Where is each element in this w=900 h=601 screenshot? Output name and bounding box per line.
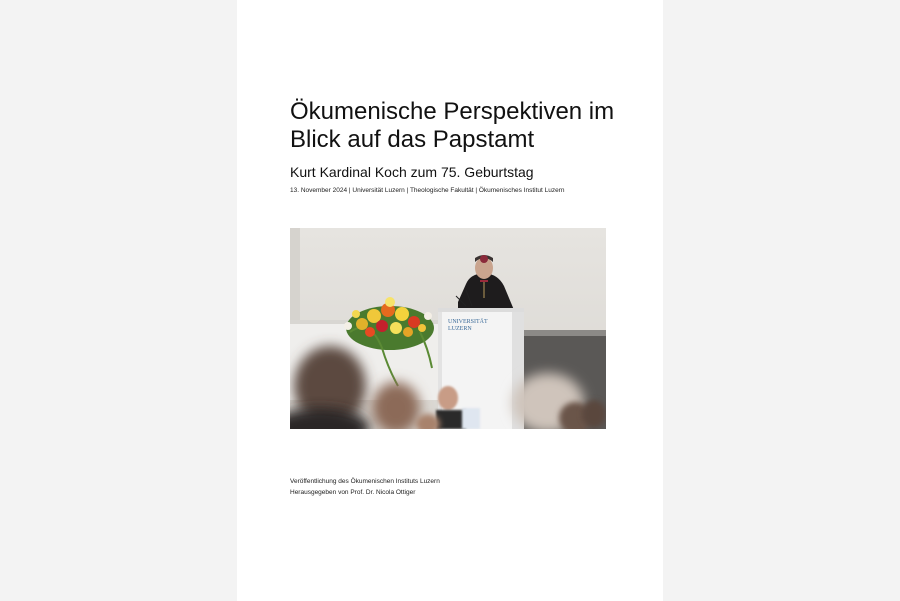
podium-logo-line2: LUZERN (448, 326, 472, 332)
document-title: Ökumenische Perspektiven im Blick auf das Papstamt (290, 98, 615, 153)
cover-photo (290, 228, 606, 429)
publisher-line: Veröffentlichung des Ökumenischen Instituts Luzern (290, 478, 440, 485)
desk-top (520, 330, 606, 336)
editor-line: Herausgegeben von Prof. Dr. Nicola Ottiger (290, 489, 416, 496)
document-page (237, 0, 663, 601)
document-subtitle: Kurt Kardinal Koch zum 75. Geburtstag (290, 164, 534, 180)
lecture-photo-illustration (290, 228, 606, 429)
podium-logo-line1: UNIVERSITÄT (448, 319, 488, 325)
publication-credits (290, 476, 440, 498)
event-meta-line: 13. November 2024 | Universität Luzern | Theologische Fakultät | Ökumenisches Institut Luzern (290, 187, 565, 194)
